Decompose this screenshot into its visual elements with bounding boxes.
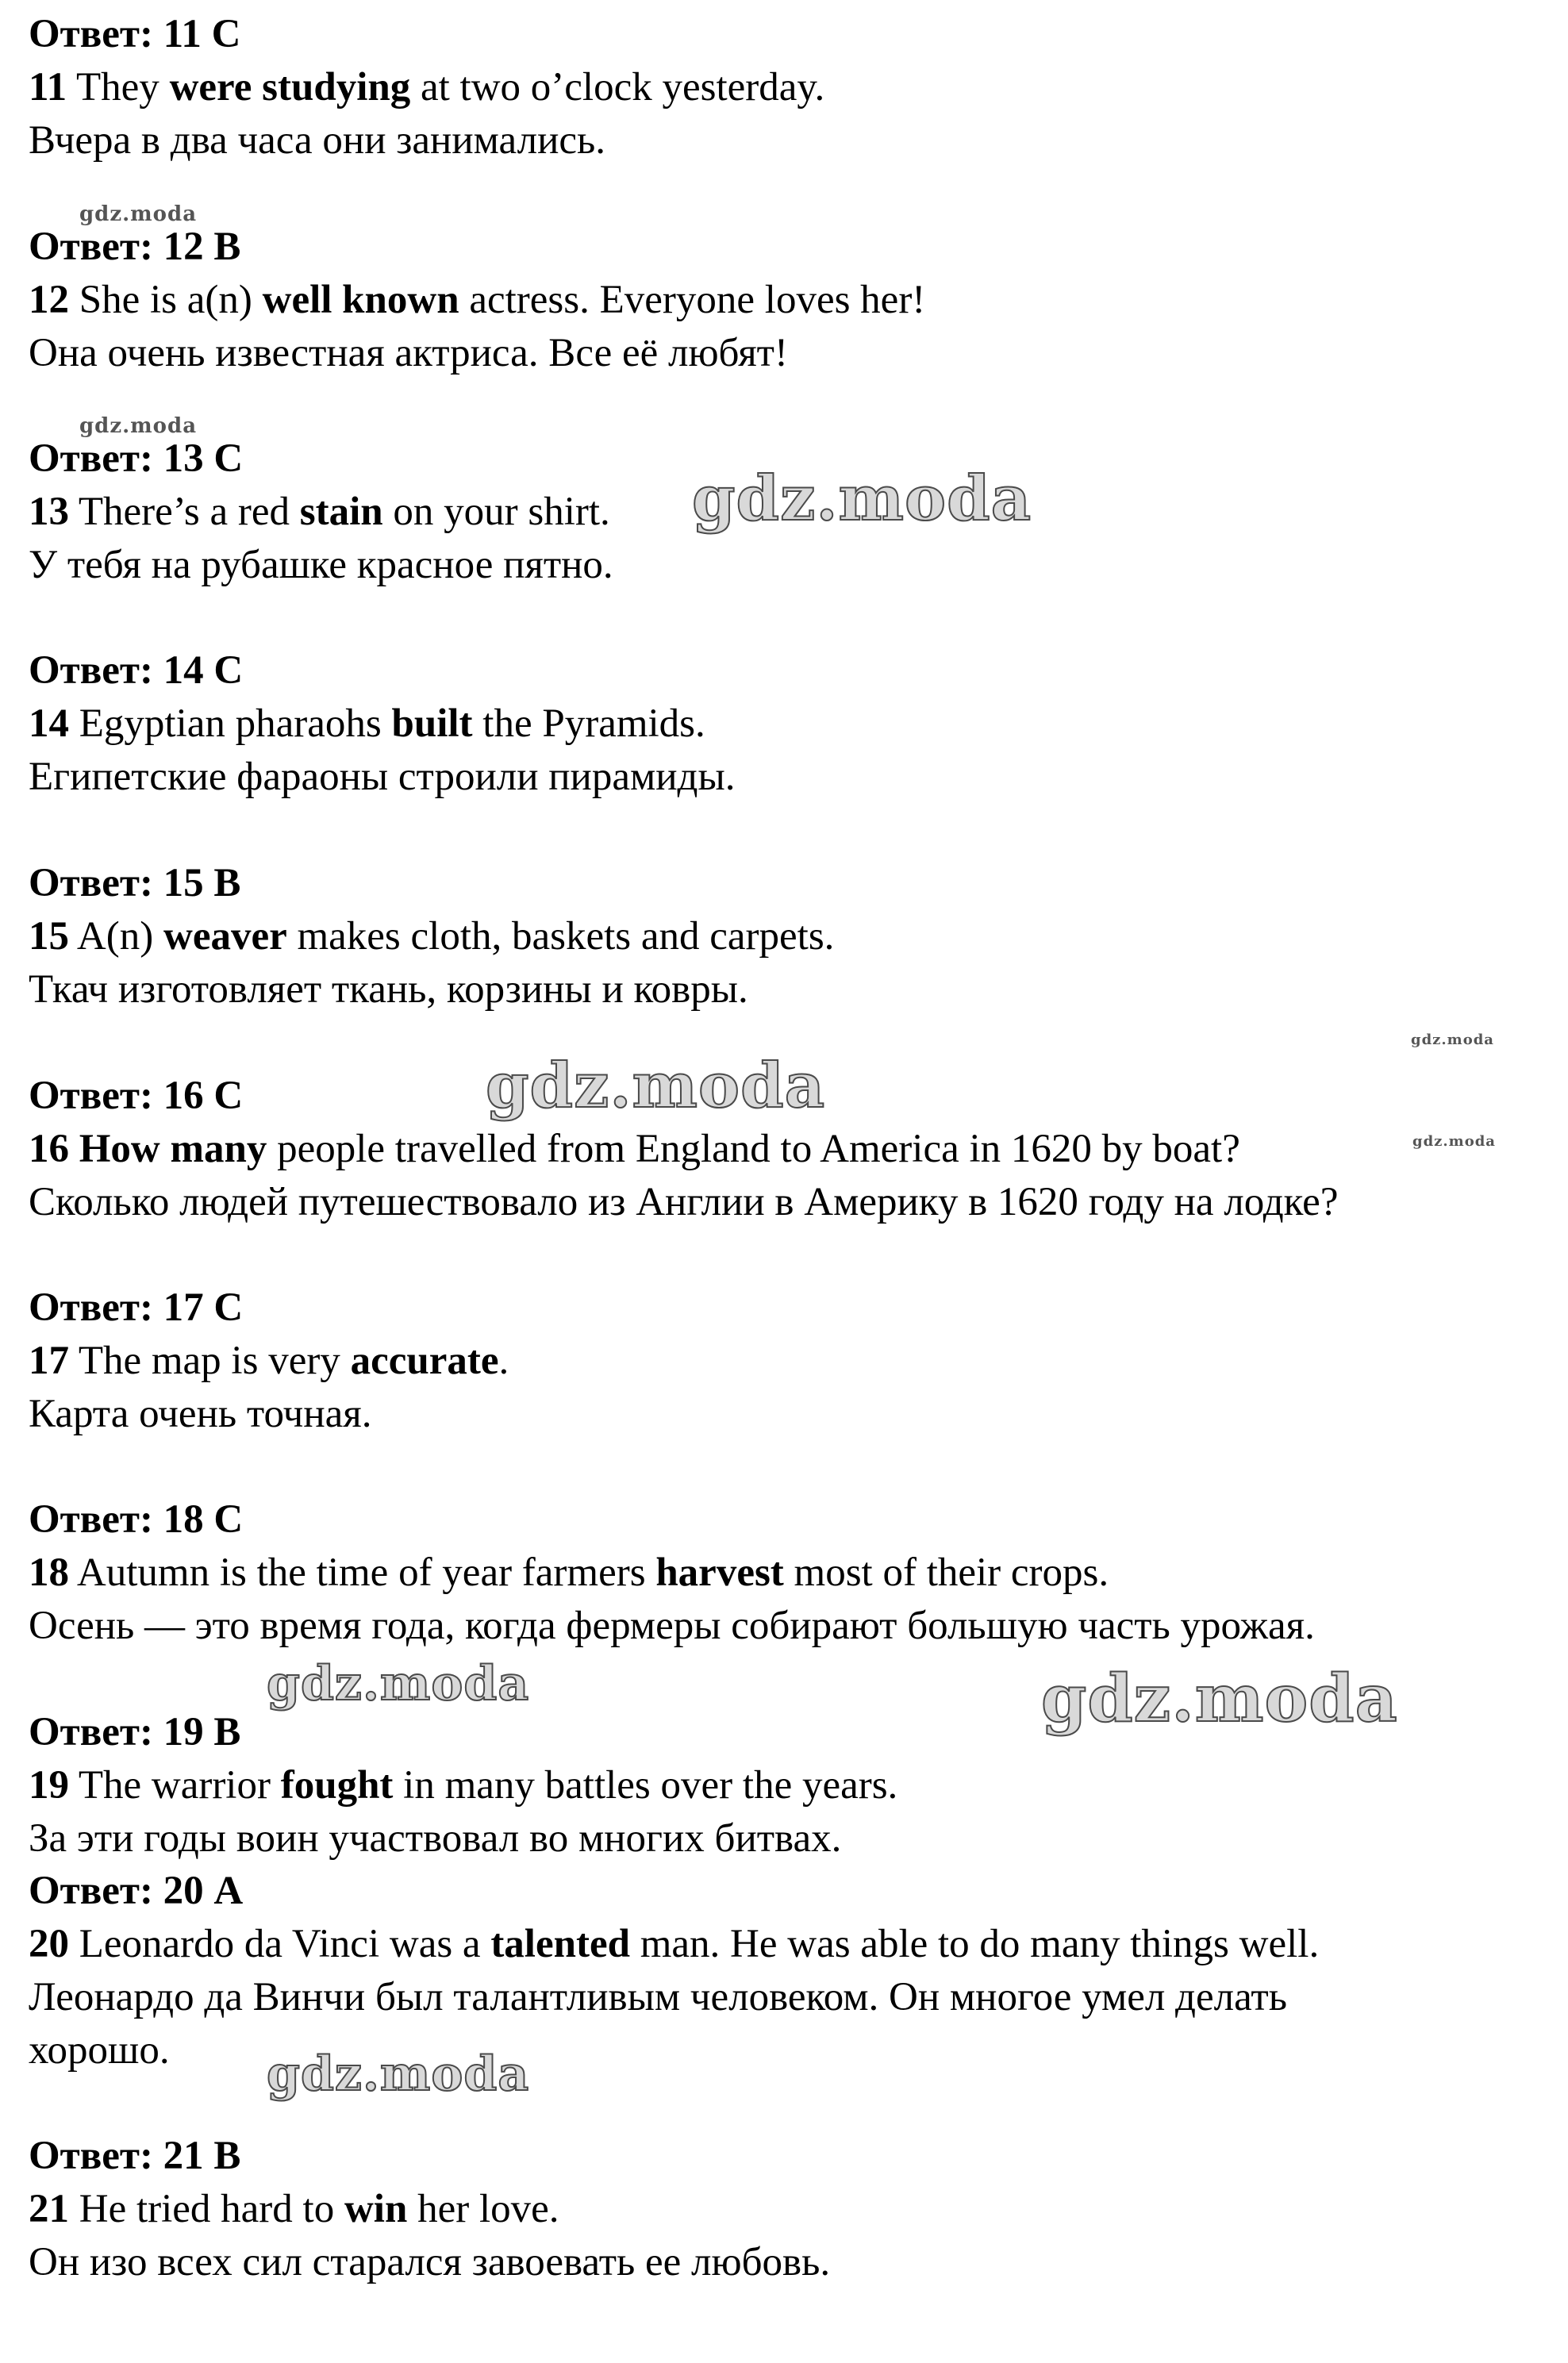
item-number: 21 bbox=[29, 2187, 69, 2231]
russian-translation: Осень — это время года, когда фермеры собирают большую часть урожая. bbox=[29, 1604, 1315, 1648]
english-sentence: 12 She is a(n) well known actress. Everyone loves her! bbox=[29, 278, 926, 322]
answer-block bbox=[29, 857, 834, 1016]
answer-word: stain bbox=[299, 490, 383, 534]
english-sentence: 21 He tried hard to win her love. bbox=[29, 2187, 559, 2231]
answer-label: Ответ: 18 C bbox=[29, 1497, 244, 1542]
answer-label: Ответ: 11 C bbox=[29, 12, 241, 56]
answer-label: Ответ: 19 B bbox=[29, 1710, 241, 1754]
answer-word: accurate bbox=[350, 1339, 499, 1383]
item-number: 12 bbox=[29, 278, 69, 322]
watermark: gdz.moda bbox=[1041, 1661, 1398, 1737]
russian-translation: Вчера в два часа они занимались. bbox=[29, 118, 606, 163]
item-number: 14 bbox=[29, 701, 69, 746]
answer-block bbox=[29, 1865, 1319, 2077]
answer-word: well known bbox=[262, 278, 459, 322]
russian-translation: Ткач изготовляет ткань, корзины и ковры. bbox=[29, 967, 748, 1012]
answer-word: harvest bbox=[655, 1550, 784, 1595]
russian-translation: Она очень известная актриса. Все её любят! bbox=[29, 331, 788, 375]
answer-block bbox=[29, 2130, 830, 2289]
english-sentence: 19 The warrior fought in many battles over the years. bbox=[29, 1763, 898, 1808]
answer-label: Ответ: 16 C bbox=[29, 1074, 244, 1118]
answer-word: weaver bbox=[163, 914, 287, 959]
russian-translation: Сколько людей путешествовало из Англии в Америку в 1620 году на лодке? bbox=[29, 1180, 1339, 1224]
answer-word: talented bbox=[490, 1922, 630, 1966]
answer-label: Ответ: 14 C bbox=[29, 648, 244, 693]
answer-word: built bbox=[391, 701, 473, 746]
watermark: gdz.moda bbox=[486, 1050, 826, 1122]
answer-label: Ответ: 13 C bbox=[29, 436, 244, 481]
answer-label: Ответ: 20 A bbox=[29, 1869, 244, 1913]
russian-translation: Египетские фараоны строили пирамиды. bbox=[29, 755, 736, 799]
answer-label: Ответ: 17 C bbox=[29, 1285, 244, 1330]
item-number: 20 bbox=[29, 1922, 69, 1966]
english-sentence: 13 There’s a red stain on your shirt. bbox=[29, 490, 610, 534]
item-number: 13 bbox=[29, 490, 69, 534]
answer-block bbox=[29, 1281, 509, 1441]
answer-block bbox=[29, 432, 613, 592]
answer-block bbox=[29, 8, 824, 167]
english-sentence: 20 Leonardo da Vinci was a talented man. He was able to do many things well. bbox=[29, 1922, 1320, 1966]
item-number: 17 bbox=[29, 1339, 69, 1383]
watermark: gdz.moda bbox=[1411, 1032, 1494, 1048]
watermark: gdz.moda bbox=[1412, 1133, 1496, 1150]
item-number: 18 bbox=[29, 1550, 69, 1595]
answer-word: How many bbox=[79, 1127, 267, 1171]
answer-block bbox=[29, 1493, 1315, 1653]
english-sentence: 16 How many people travelled from England to America in 1620 by boat? bbox=[29, 1127, 1240, 1171]
english-sentence: 18 Autumn is the time of year farmers harvest most of their crops. bbox=[29, 1550, 1109, 1595]
answer-block bbox=[29, 644, 736, 804]
english-sentence: 17 The map is very accurate. bbox=[29, 1339, 509, 1383]
item-number: 16 bbox=[29, 1127, 69, 1171]
russian-translation-continued: хорошо. bbox=[29, 2028, 170, 2073]
english-sentence: 15 A(n) weaver makes cloth, baskets and carpets. bbox=[29, 914, 835, 959]
answer-label: Ответ: 12 B bbox=[29, 225, 241, 269]
answer-word: win bbox=[344, 2187, 408, 2231]
russian-translation: Леонардо да Винчи был талантливым человеком. Он многое умел делать bbox=[29, 1975, 1287, 2019]
watermark: gdz.moda bbox=[267, 2046, 530, 2102]
watermark: gdz.moda bbox=[267, 1656, 530, 1712]
answer-label: Ответ: 15 B bbox=[29, 861, 241, 905]
answer-word: were studying bbox=[169, 65, 411, 110]
russian-translation: За эти годы воин участвовал во многих битвах. bbox=[29, 1816, 842, 1861]
english-sentence: 11 They were studying at two o’clock yesterday. bbox=[29, 65, 825, 110]
russian-translation: Карта очень точная. bbox=[29, 1392, 372, 1436]
item-number: 15 bbox=[29, 914, 69, 959]
item-number: 11 bbox=[29, 65, 67, 110]
watermark: gdz.moda bbox=[79, 414, 198, 438]
watermark: gdz.moda bbox=[692, 463, 1032, 535]
english-sentence: 14 Egyptian pharaohs built the Pyramids. bbox=[29, 701, 705, 746]
item-number: 19 bbox=[29, 1763, 69, 1808]
answer-block bbox=[29, 221, 925, 380]
russian-translation: Он изо всех сил старался завоевать ее любовь. bbox=[29, 2240, 831, 2284]
answer-word: fought bbox=[280, 1763, 394, 1808]
answer-label: Ответ: 21 B bbox=[29, 2134, 241, 2178]
answer-block bbox=[29, 1706, 897, 1865]
watermark: gdz.moda bbox=[79, 202, 198, 226]
russian-translation: У тебя на рубашке красное пятно. bbox=[29, 543, 613, 587]
